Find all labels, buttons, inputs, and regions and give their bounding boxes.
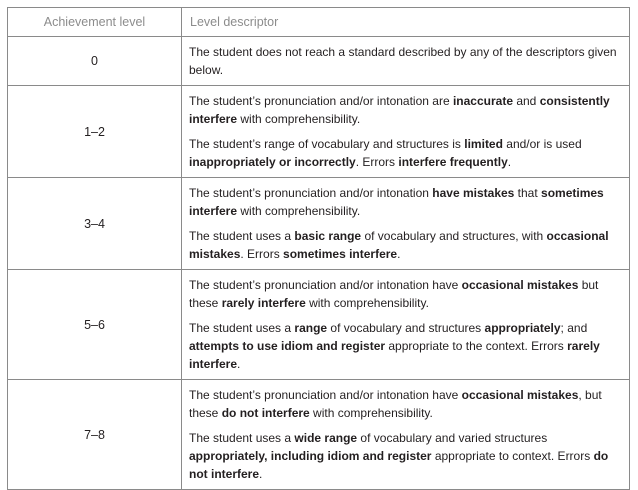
descriptor-paragraph	[189, 135, 622, 171]
descriptor-bold-text: inappropriately or incorrectly	[189, 155, 356, 169]
descriptor-bold-text: interfere frequently	[398, 155, 508, 169]
header-row	[8, 8, 630, 37]
descriptor-text: with comprehensibility.	[305, 296, 429, 310]
descriptor-text: of vocabulary and structures	[327, 321, 485, 335]
descriptor-text: .	[237, 357, 241, 371]
descriptor-text: The student uses a	[189, 229, 295, 243]
descriptor-text: The student’s pronunciation and/or intonation have	[189, 388, 462, 402]
descriptor-bold-text: appropriately, including idiom and register	[189, 449, 432, 463]
descriptor-paragraph	[189, 276, 622, 312]
descriptor-text: appropriate to context. Errors	[431, 449, 594, 463]
descriptor-bold-text: sometimes interfere	[189, 186, 604, 218]
achievement-level-cell: 1–2	[8, 86, 182, 178]
level-descriptor-cell	[182, 178, 630, 270]
descriptor-text: of vocabulary and structures, with	[361, 229, 547, 243]
descriptor-bold-text: appropriately	[484, 321, 561, 335]
table-body	[8, 37, 630, 490]
descriptor-text: that	[514, 186, 542, 200]
descriptor-bold-text: have mistakes	[432, 186, 515, 200]
descriptor-bold-text: occasional mistakes	[461, 388, 579, 402]
descriptor-text: .	[507, 155, 512, 169]
descriptor-paragraph	[189, 227, 622, 263]
descriptor-text: The student uses a	[189, 431, 295, 445]
achievement-level-cell: 0	[8, 37, 182, 86]
descriptor-text: The student uses a	[189, 321, 295, 335]
descriptor-text: The student’s pronunciation and/or intonation are	[189, 94, 453, 108]
descriptor-text: ; and	[560, 321, 588, 335]
descriptor-bold-text: range	[294, 321, 328, 335]
achievement-level-cell: 7–8	[8, 380, 182, 490]
descriptor-text: The student does not reach a standard described by any of the descriptors given below.	[189, 45, 617, 77]
descriptor-paragraph	[189, 429, 622, 483]
table-row	[8, 37, 630, 86]
descriptor-text: appropriate to the context. Errors	[385, 339, 568, 353]
descriptor-text: with comprehensibility.	[237, 204, 361, 218]
assessment-rubric-table	[7, 7, 630, 490]
descriptor-text: with comprehensibility.	[309, 406, 433, 420]
descriptor-text: . Errors	[355, 155, 399, 169]
descriptor-bold-text: attempts to use idiom and register	[189, 339, 386, 353]
descriptor-text: The student’s pronunciation and/or intonation have	[189, 278, 462, 292]
descriptor-text: but these	[189, 278, 599, 310]
level-descriptor-cell	[182, 86, 630, 178]
level-descriptor-cell	[182, 37, 630, 86]
table-header	[8, 8, 630, 37]
descriptor-bold-text: inaccurate	[452, 94, 513, 108]
table-row	[8, 178, 630, 270]
level-descriptor-header: Level descriptor	[182, 8, 630, 37]
descriptor-text: The student’s range of vocabulary and structures is	[189, 137, 465, 151]
descriptor-text: The student’s pronunciation and/or intonation	[189, 186, 433, 200]
descriptor-paragraph	[189, 184, 622, 220]
descriptor-bold-text: limited	[464, 137, 503, 151]
level-descriptor-cell	[182, 380, 630, 490]
descriptor-text: . Errors	[240, 247, 284, 261]
descriptor-bold-text: occasional mistakes	[189, 229, 609, 261]
achievement-level-header: Achievement level	[8, 8, 182, 37]
descriptor-text: of vocabulary and varied structures	[357, 431, 548, 445]
descriptor-paragraph	[189, 43, 622, 79]
descriptor-paragraph	[189, 92, 622, 128]
descriptor-bold-text: wide range	[294, 431, 358, 445]
achievement-level-cell: 5–6	[8, 270, 182, 380]
descriptor-bold-text: sometimes interfere	[283, 247, 398, 261]
descriptor-bold-text: rarely interfere	[221, 296, 306, 310]
descriptor-text: and	[513, 94, 540, 108]
table-row	[8, 380, 630, 490]
descriptor-bold-text: occasional mistakes	[461, 278, 579, 292]
descriptor-paragraph	[189, 386, 622, 422]
descriptor-text: .	[259, 467, 263, 481]
level-descriptor-cell	[182, 270, 630, 380]
table-row	[8, 270, 630, 380]
descriptor-bold-text: rarely interfere	[189, 339, 600, 371]
descriptor-text: and/or is used	[502, 137, 582, 151]
descriptor-text: .	[397, 247, 401, 261]
descriptor-paragraph	[189, 319, 622, 373]
descriptor-text: with comprehensibility.	[237, 112, 361, 126]
descriptor-bold-text: consistently interfere	[189, 94, 610, 126]
descriptor-bold-text: do not interfere	[189, 449, 609, 481]
descriptor-bold-text: basic range	[294, 229, 362, 243]
table-row	[8, 86, 630, 178]
achievement-level-cell: 3–4	[8, 178, 182, 270]
descriptor-text: , but these	[189, 388, 602, 420]
descriptor-bold-text: do not interfere	[221, 406, 310, 420]
